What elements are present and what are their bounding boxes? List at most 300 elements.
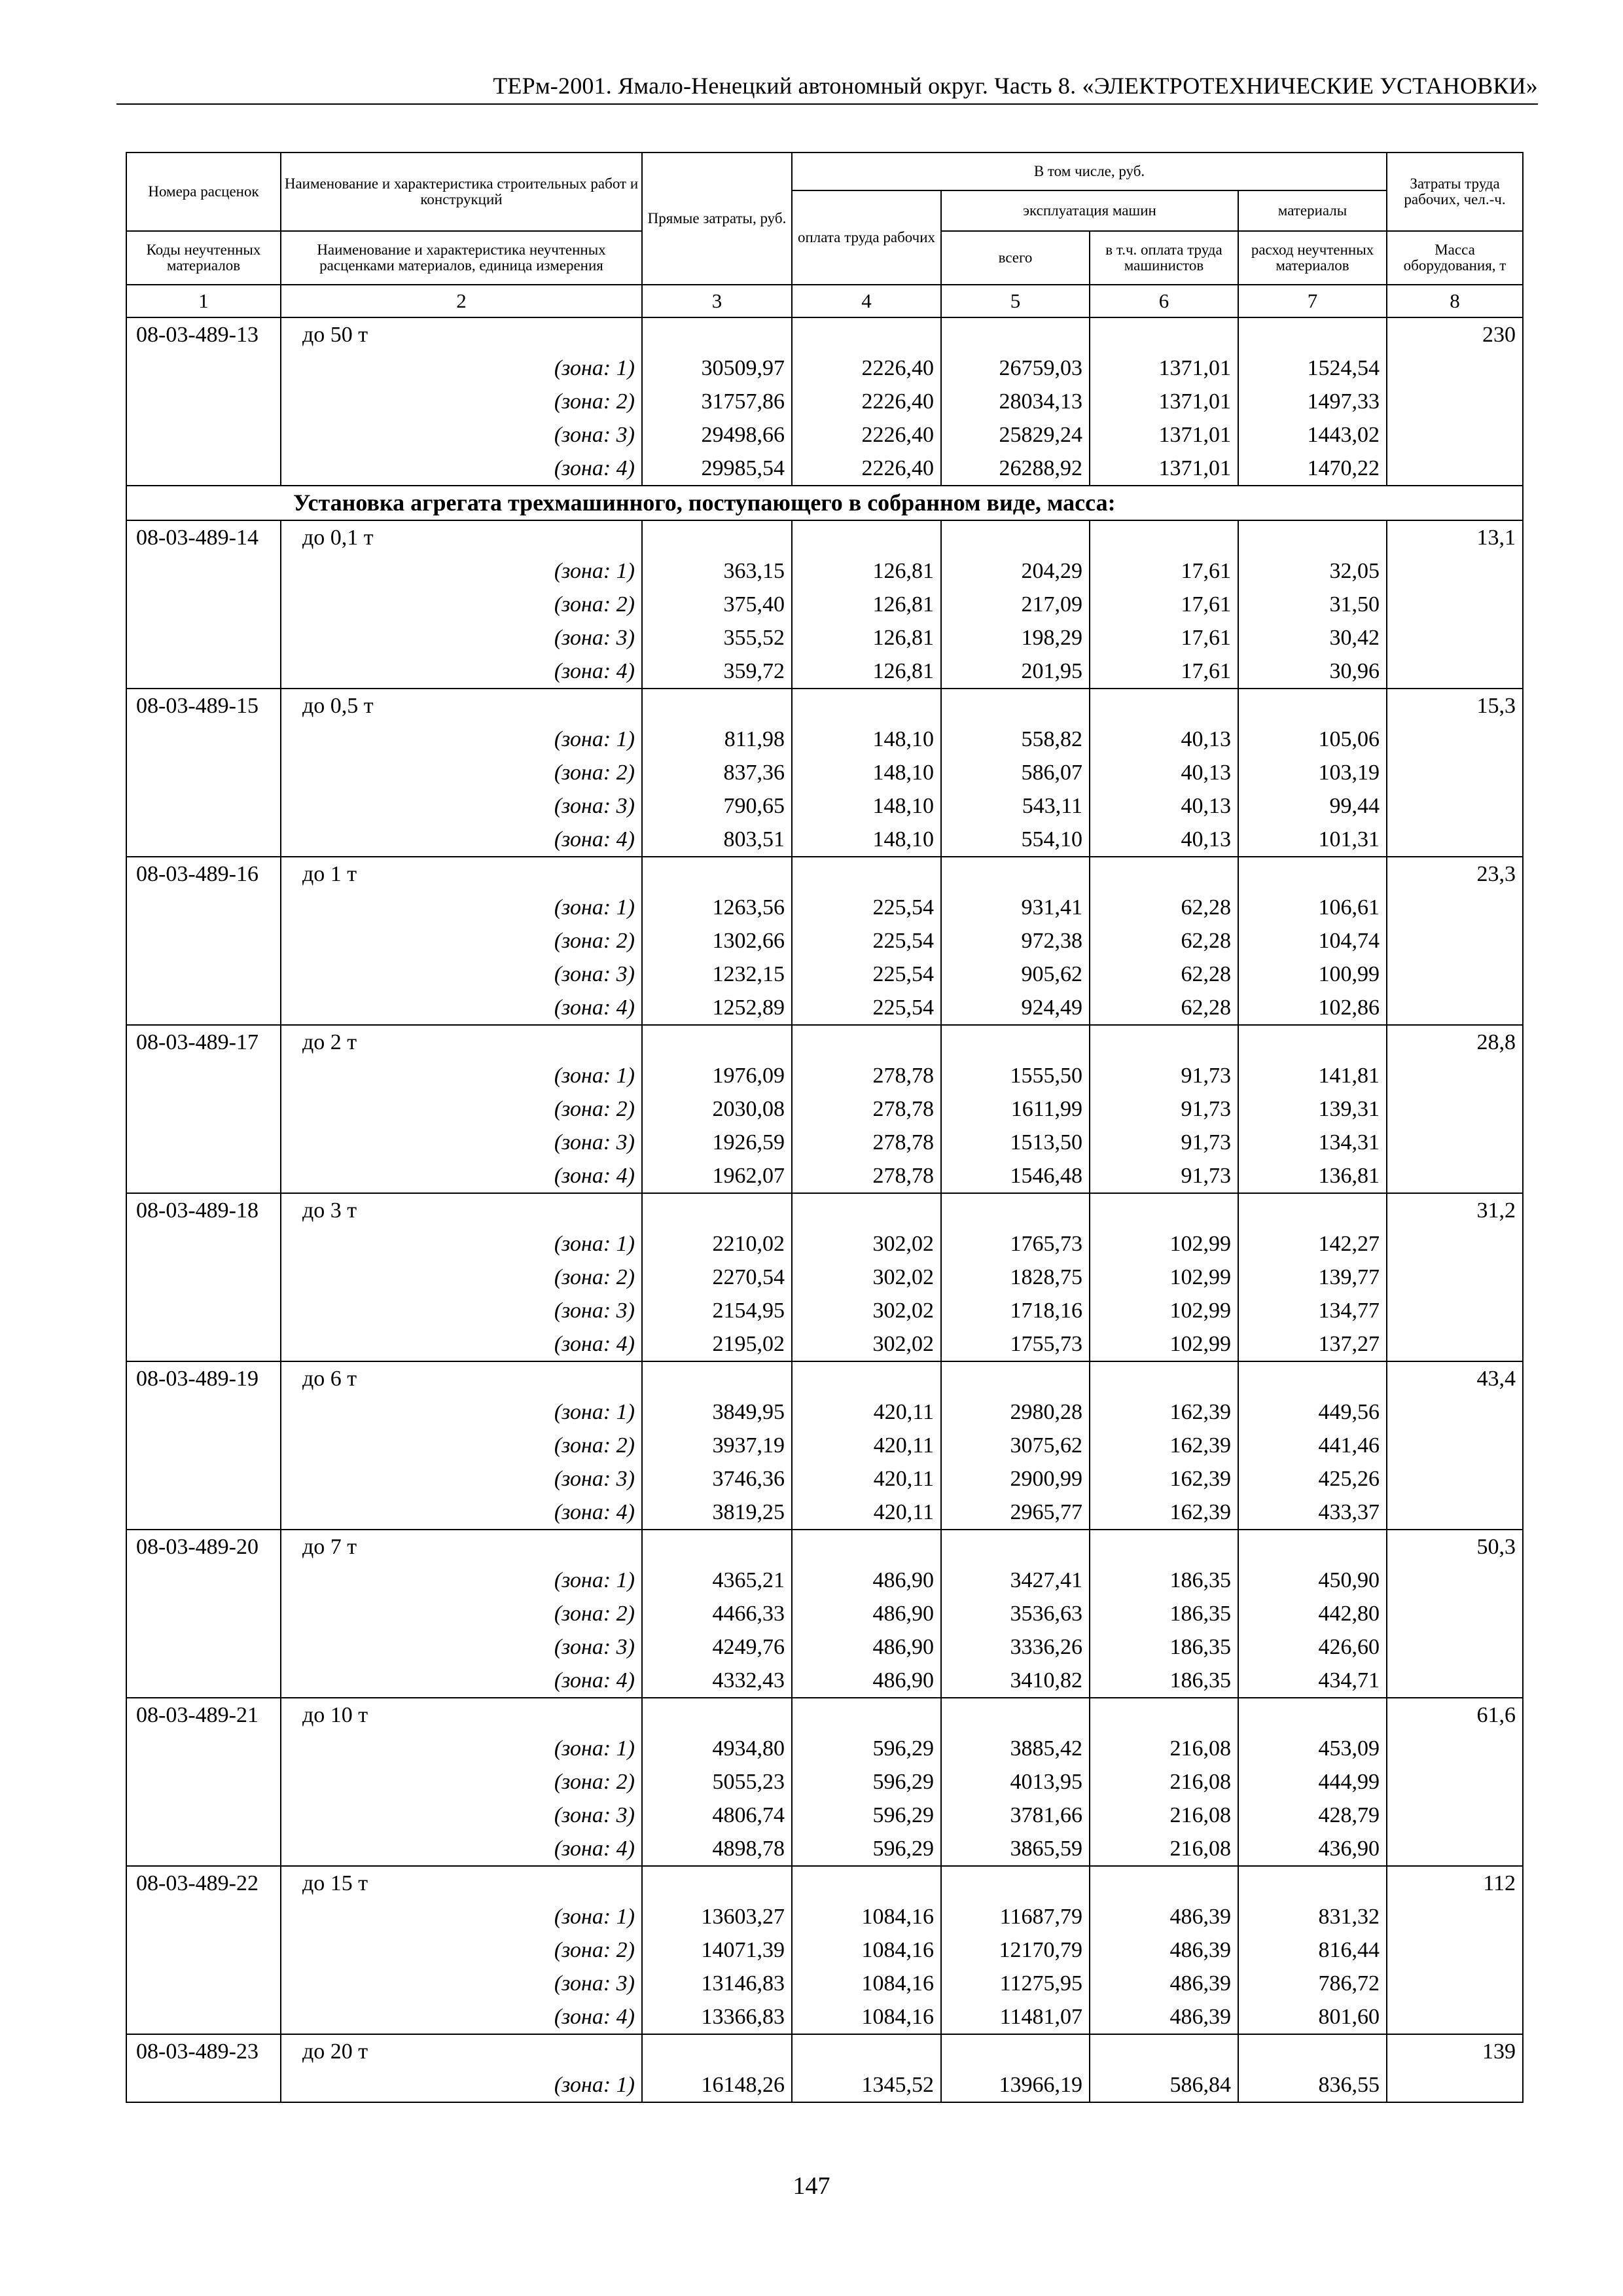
col-machinist-pay-header: в т.ч. оплата труда машинистов	[1090, 231, 1238, 285]
cost-value: 134,31	[1238, 1126, 1387, 1159]
cost-value: 28034,13	[941, 385, 1090, 418]
empty-cell	[941, 1025, 1090, 1059]
empty-cell	[792, 1866, 941, 1900]
cost-value: 363,15	[642, 554, 792, 588]
empty-cell	[1090, 1866, 1238, 1900]
cost-value: 105,06	[1238, 723, 1387, 756]
zone-label: (зона: 1)	[281, 351, 642, 385]
zone-label: (зона: 4)	[281, 1664, 642, 1698]
cost-value: 790,65	[642, 789, 792, 823]
cost-value: 25829,24	[941, 418, 1090, 452]
cost-value: 1084,16	[792, 2000, 941, 2034]
cost-value: 16148,26	[642, 2068, 792, 2102]
zone-row	[126, 655, 1523, 689]
cost-value: 596,29	[792, 1832, 941, 1866]
empty-cell	[1238, 2034, 1387, 2068]
cost-value: 1302,66	[642, 924, 792, 958]
cost-value: 2030,08	[642, 1092, 792, 1126]
empty-cell	[126, 385, 281, 418]
empty-cell	[642, 2034, 792, 2068]
cost-value: 2270,54	[642, 1261, 792, 1294]
empty-cell	[941, 1698, 1090, 1732]
cost-value: 931,41	[941, 891, 1090, 924]
document-header: ТЕРм-2001. Ямало-Ненецкий автономный округ. Часть 8. «ЭЛЕКТРОТЕХНИЧЕСКИЕ УСТАНОВКИ»	[116, 72, 1538, 105]
empty-cell	[1387, 723, 1523, 756]
cost-value: 216,08	[1090, 1832, 1238, 1866]
zone-row	[126, 1496, 1523, 1530]
cost-value: 17,61	[1090, 554, 1238, 588]
cost-value: 2154,95	[642, 1294, 792, 1327]
col-work-name-header: Наименование и характеристика строительных работ и конструкций	[281, 152, 642, 231]
zone-label: (зона: 1)	[281, 554, 642, 588]
empty-cell	[1387, 1462, 1523, 1496]
cost-value: 924,49	[941, 991, 1090, 1025]
cost-value: 101,31	[1238, 823, 1387, 857]
empty-cell	[126, 1630, 281, 1664]
zone-row	[126, 1630, 1523, 1664]
empty-cell	[642, 1361, 792, 1395]
cost-value: 26759,03	[941, 351, 1090, 385]
zone-row	[126, 1732, 1523, 1765]
cost-value: 40,13	[1090, 823, 1238, 857]
rate-name: до 6 т	[281, 1361, 642, 1395]
cost-value: 137,27	[1238, 1327, 1387, 1361]
zone-label: (зона: 2)	[281, 588, 642, 621]
empty-cell	[1090, 689, 1238, 723]
empty-cell	[642, 1193, 792, 1227]
cost-value: 836,55	[1238, 2068, 1387, 2102]
cost-value: 3410,82	[941, 1664, 1090, 1698]
cost-value: 225,54	[792, 891, 941, 924]
zone-label: (зона: 4)	[281, 2000, 642, 2034]
cost-value: 139,77	[1238, 1261, 1387, 1294]
cost-value: 1611,99	[941, 1092, 1090, 1126]
cost-value: 1524,54	[1238, 351, 1387, 385]
cost-value: 972,38	[941, 924, 1090, 958]
zone-label: (зона: 1)	[281, 1395, 642, 1429]
zone-row	[126, 723, 1523, 756]
zone-label: (зона: 4)	[281, 452, 642, 486]
empty-cell	[126, 1664, 281, 1698]
empty-cell	[941, 689, 1090, 723]
cost-value: 204,29	[941, 554, 1090, 588]
cost-value: 434,71	[1238, 1664, 1387, 1698]
col-machines-total-header: всего	[941, 231, 1090, 285]
col-rate-numbers-header: Номера расценок	[126, 152, 281, 231]
empty-cell	[1387, 351, 1523, 385]
rate-code: 08-03-489-21	[126, 1698, 281, 1732]
cost-value: 13146,83	[642, 1967, 792, 2000]
materials-header: материалы	[1238, 190, 1387, 231]
zone-label: (зона: 2)	[281, 1092, 642, 1126]
empty-cell	[126, 1126, 281, 1159]
cost-value: 4365,21	[642, 1564, 792, 1597]
cost-value: 486,39	[1090, 1967, 1238, 2000]
zone-row	[126, 1429, 1523, 1462]
cost-value: 1084,16	[792, 1967, 941, 2000]
empty-cell	[642, 1530, 792, 1564]
cost-value: 102,86	[1238, 991, 1387, 1025]
col-material-usage-header: расход неучтенных материалов	[1238, 231, 1387, 285]
zone-label: (зона: 1)	[281, 1900, 642, 1933]
cost-value: 4013,95	[941, 1765, 1090, 1799]
zone-row	[126, 1933, 1523, 1967]
empty-cell	[126, 1462, 281, 1496]
cost-value: 11481,07	[941, 2000, 1090, 2034]
empty-cell	[1090, 1361, 1238, 1395]
zone-row	[126, 452, 1523, 486]
cost-value: 139,31	[1238, 1092, 1387, 1126]
cost-value: 4249,76	[642, 1630, 792, 1664]
rate-code: 08-03-489-22	[126, 1866, 281, 1900]
empty-cell	[792, 1698, 941, 1732]
col-labor-costs-header: Затраты труда рабочих, чел.-ч.	[1387, 152, 1523, 231]
rate-name: до 7 т	[281, 1530, 642, 1564]
zone-label: (зона: 3)	[281, 1126, 642, 1159]
cost-value: 433,37	[1238, 1496, 1387, 1530]
zone-row	[126, 1765, 1523, 1799]
zone-row	[126, 1092, 1523, 1126]
empty-cell	[642, 1025, 792, 1059]
column-number: 8	[1387, 285, 1523, 317]
zone-row	[126, 991, 1523, 1025]
cost-value: 1084,16	[792, 1900, 941, 1933]
empty-cell	[1387, 1900, 1523, 1933]
cost-value: 355,52	[642, 621, 792, 655]
column-number: 3	[642, 285, 792, 317]
cost-value: 811,98	[642, 723, 792, 756]
cost-value: 1371,01	[1090, 351, 1238, 385]
zone-row	[126, 1327, 1523, 1361]
empty-cell	[642, 689, 792, 723]
cost-value: 3075,62	[941, 1429, 1090, 1462]
empty-cell	[1387, 418, 1523, 452]
cost-value: 186,35	[1090, 1630, 1238, 1664]
zone-row	[126, 418, 1523, 452]
empty-cell	[1238, 317, 1387, 351]
zone-label: (зона: 1)	[281, 1732, 642, 1765]
zone-label: (зона: 3)	[281, 418, 642, 452]
rate-item-row	[126, 1698, 1523, 1732]
empty-cell	[1387, 1799, 1523, 1832]
rate-item-row	[126, 1530, 1523, 1564]
zone-label: (зона: 4)	[281, 991, 642, 1025]
rate-name: до 10 т	[281, 1698, 642, 1732]
cost-value: 801,60	[1238, 2000, 1387, 2034]
cost-value: 12170,79	[941, 1933, 1090, 1967]
cost-value: 162,39	[1090, 1395, 1238, 1429]
column-number: 2	[281, 285, 642, 317]
cost-value: 1765,73	[941, 1227, 1090, 1261]
empty-cell	[1387, 588, 1523, 621]
col-material-codes-header: Коды неучтенных материалов	[126, 231, 281, 285]
empty-cell	[126, 1159, 281, 1193]
cost-value: 831,32	[1238, 1900, 1387, 1933]
cost-value: 2226,40	[792, 385, 941, 418]
empty-cell	[1387, 1294, 1523, 1327]
cost-value: 62,28	[1090, 891, 1238, 924]
cost-value: 1755,73	[941, 1327, 1090, 1361]
cost-value: 3865,59	[941, 1832, 1090, 1866]
cost-value: 444,99	[1238, 1765, 1387, 1799]
col-worker-pay-header: оплата труда рабочих	[792, 190, 941, 285]
rate-item-row	[126, 1866, 1523, 1900]
empty-cell	[1238, 1866, 1387, 1900]
empty-cell	[1387, 1664, 1523, 1698]
cost-value: 450,90	[1238, 1564, 1387, 1597]
cost-value: 2226,40	[792, 351, 941, 385]
section-title: Установка агрегата трехмашинного, поступающего в собранном виде, масса:	[126, 486, 1523, 520]
empty-cell	[126, 1832, 281, 1866]
labor-value: 13,1	[1387, 520, 1523, 554]
cost-value: 103,19	[1238, 756, 1387, 789]
zone-row	[126, 1832, 1523, 1866]
section-title-row	[126, 486, 1523, 520]
rate-item-row	[126, 520, 1523, 554]
column-numbers-row	[126, 285, 1523, 317]
empty-cell	[1387, 621, 1523, 655]
table-header	[126, 152, 1523, 317]
zone-label: (зона: 4)	[281, 1159, 642, 1193]
cost-value: 586,84	[1090, 2068, 1238, 2102]
empty-cell	[1090, 1193, 1238, 1227]
table-body	[126, 317, 1523, 2102]
empty-cell	[1387, 756, 1523, 789]
cost-value: 441,46	[1238, 1429, 1387, 1462]
cost-value: 278,78	[792, 1126, 941, 1159]
cost-value: 1546,48	[941, 1159, 1090, 1193]
cost-value: 302,02	[792, 1227, 941, 1261]
cost-value: 104,74	[1238, 924, 1387, 958]
rate-name: до 20 т	[281, 2034, 642, 2068]
rate-item-row	[126, 1193, 1523, 1227]
cost-value: 40,13	[1090, 789, 1238, 823]
empty-cell	[1387, 1496, 1523, 1530]
column-number: 5	[941, 285, 1090, 317]
zone-label: (зона: 2)	[281, 924, 642, 958]
labor-value: 15,3	[1387, 689, 1523, 723]
cost-value: 1828,75	[941, 1261, 1090, 1294]
cost-value: 162,39	[1090, 1496, 1238, 1530]
empty-cell	[1387, 1059, 1523, 1092]
cost-value: 148,10	[792, 723, 941, 756]
zone-row	[126, 351, 1523, 385]
cost-value: 1443,02	[1238, 418, 1387, 452]
zone-label: (зона: 2)	[281, 1597, 642, 1630]
empty-cell	[941, 1193, 1090, 1227]
col-equipment-mass-header: Масса оборудования, т	[1387, 231, 1523, 285]
empty-cell	[1387, 1395, 1523, 1429]
cost-value: 558,82	[941, 723, 1090, 756]
empty-cell	[1387, 1429, 1523, 1462]
rate-item-row	[126, 1025, 1523, 1059]
page-number: 147	[793, 2172, 830, 2200]
zone-label: (зона: 2)	[281, 1261, 642, 1294]
cost-value: 102,99	[1090, 1294, 1238, 1327]
empty-cell	[1090, 1025, 1238, 1059]
empty-cell	[126, 1732, 281, 1765]
zone-row	[126, 1294, 1523, 1327]
zone-label: (зона: 3)	[281, 1294, 642, 1327]
empty-cell	[1387, 554, 1523, 588]
cost-value: 30,42	[1238, 621, 1387, 655]
empty-cell	[792, 1361, 941, 1395]
cost-value: 554,10	[941, 823, 1090, 857]
cost-value: 106,61	[1238, 891, 1387, 924]
cost-value: 1371,01	[1090, 452, 1238, 486]
empty-cell	[792, 317, 941, 351]
empty-cell	[1387, 1933, 1523, 1967]
cost-value: 4806,74	[642, 1799, 792, 1832]
empty-cell	[642, 520, 792, 554]
empty-cell	[792, 2034, 941, 2068]
cost-value: 1371,01	[1090, 385, 1238, 418]
cost-value: 3849,95	[642, 1395, 792, 1429]
cost-value: 278,78	[792, 1092, 941, 1126]
cost-value: 816,44	[1238, 1933, 1387, 1967]
empty-cell	[126, 2000, 281, 2034]
zone-row	[126, 1664, 1523, 1698]
cost-value: 134,77	[1238, 1294, 1387, 1327]
cost-value: 225,54	[792, 958, 941, 991]
zone-row	[126, 958, 1523, 991]
cost-value: 91,73	[1090, 1126, 1238, 1159]
cost-value: 29985,54	[642, 452, 792, 486]
empty-cell	[126, 418, 281, 452]
cost-value: 162,39	[1090, 1429, 1238, 1462]
empty-cell	[941, 520, 1090, 554]
empty-cell	[1090, 2034, 1238, 2068]
cost-value: 278,78	[792, 1159, 941, 1193]
zone-row	[126, 1126, 1523, 1159]
empty-cell	[642, 857, 792, 891]
cost-value: 40,13	[1090, 756, 1238, 789]
zone-row	[126, 1462, 1523, 1496]
cost-value: 586,07	[941, 756, 1090, 789]
labor-value: 31,2	[1387, 1193, 1523, 1227]
cost-value: 3781,66	[941, 1799, 1090, 1832]
empty-cell	[941, 317, 1090, 351]
empty-cell	[126, 823, 281, 857]
cost-value: 1555,50	[941, 1059, 1090, 1092]
empty-cell	[792, 857, 941, 891]
cost-value: 420,11	[792, 1462, 941, 1496]
cost-value: 201,95	[941, 655, 1090, 689]
cost-value: 62,28	[1090, 958, 1238, 991]
cost-value: 486,90	[792, 1564, 941, 1597]
empty-cell	[126, 621, 281, 655]
zone-label: (зона: 2)	[281, 1765, 642, 1799]
cost-value: 30509,97	[642, 351, 792, 385]
empty-cell	[1387, 1227, 1523, 1261]
cost-value: 102,99	[1090, 1327, 1238, 1361]
rate-name: до 2 т	[281, 1025, 642, 1059]
col-direct-costs-header: Прямые затраты, руб.	[642, 152, 792, 285]
zone-row	[126, 891, 1523, 924]
cost-value: 225,54	[792, 991, 941, 1025]
cost-value: 13603,27	[642, 1900, 792, 1933]
zone-label: (зона: 3)	[281, 1967, 642, 2000]
column-number: 7	[1238, 285, 1387, 317]
cost-value: 1263,56	[642, 891, 792, 924]
empty-cell	[1387, 1732, 1523, 1765]
cost-value: 486,39	[1090, 2000, 1238, 2034]
empty-cell	[1387, 1630, 1523, 1664]
rate-code: 08-03-489-20	[126, 1530, 281, 1564]
empty-cell	[126, 1294, 281, 1327]
empty-cell	[1238, 1193, 1387, 1227]
cost-value: 420,11	[792, 1429, 941, 1462]
rate-code: 08-03-489-23	[126, 2034, 281, 2068]
empty-cell	[126, 452, 281, 486]
cost-value: 186,35	[1090, 1597, 1238, 1630]
empty-cell	[1387, 991, 1523, 1025]
empty-cell	[126, 756, 281, 789]
empty-cell	[126, 1799, 281, 1832]
cost-value: 278,78	[792, 1059, 941, 1092]
empty-cell	[1387, 789, 1523, 823]
cost-value: 2226,40	[792, 452, 941, 486]
cost-value: 142,27	[1238, 1227, 1387, 1261]
cost-value: 905,62	[941, 958, 1090, 991]
cost-value: 4332,43	[642, 1664, 792, 1698]
empty-cell	[1387, 1597, 1523, 1630]
empty-cell	[126, 655, 281, 689]
labor-value: 230	[1387, 317, 1523, 351]
cost-value: 126,81	[792, 621, 941, 655]
zone-label: (зона: 4)	[281, 1327, 642, 1361]
cost-value: 3427,41	[941, 1564, 1090, 1597]
empty-cell	[941, 2034, 1090, 2068]
cost-value: 375,40	[642, 588, 792, 621]
cost-value: 136,81	[1238, 1159, 1387, 1193]
empty-cell	[1387, 655, 1523, 689]
empty-cell	[126, 351, 281, 385]
labor-value: 50,3	[1387, 1530, 1523, 1564]
zone-row	[126, 1597, 1523, 1630]
empty-cell	[1090, 1530, 1238, 1564]
zone-row	[126, 1395, 1523, 1429]
empty-cell	[1387, 1967, 1523, 2000]
cost-value: 26288,92	[941, 452, 1090, 486]
empty-cell	[1387, 891, 1523, 924]
empty-cell	[1387, 1261, 1523, 1294]
empty-cell	[1387, 924, 1523, 958]
cost-value: 3746,36	[642, 1462, 792, 1496]
cost-value: 1718,16	[941, 1294, 1090, 1327]
cost-value: 29498,66	[642, 418, 792, 452]
cost-value: 1252,89	[642, 991, 792, 1025]
zone-row	[126, 2000, 1523, 2034]
cost-value: 126,81	[792, 588, 941, 621]
cost-value: 3885,42	[941, 1732, 1090, 1765]
labor-value: 23,3	[1387, 857, 1523, 891]
empty-cell	[1387, 385, 1523, 418]
empty-cell	[1387, 452, 1523, 486]
machines-header: эксплуатация машин	[941, 190, 1238, 231]
empty-cell	[126, 554, 281, 588]
cost-value: 141,81	[1238, 1059, 1387, 1092]
cost-value: 425,26	[1238, 1462, 1387, 1496]
zone-label: (зона: 4)	[281, 823, 642, 857]
zone-row	[126, 789, 1523, 823]
col-material-names-header: Наименование и характеристика неучтенных расценками материалов, единица измерения	[281, 231, 642, 285]
cost-value: 91,73	[1090, 1092, 1238, 1126]
cost-value: 302,02	[792, 1261, 941, 1294]
cost-value: 453,09	[1238, 1732, 1387, 1765]
empty-cell	[1090, 317, 1238, 351]
zone-row	[126, 385, 1523, 418]
